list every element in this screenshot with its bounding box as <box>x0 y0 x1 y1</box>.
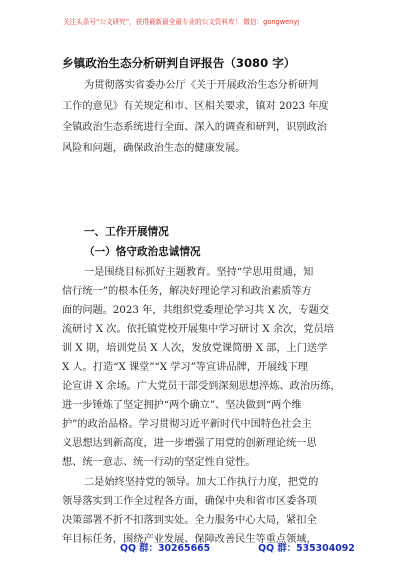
section-heading: 一、工作开展情况 <box>84 226 169 238</box>
paragraph-line: 信行统一”的根本任务，解决好理论学习和政治素质等方 <box>62 286 312 297</box>
paragraph-line: 面的问题。2023 年，共组织党委理论学习共 X 次，专题交 <box>62 305 330 316</box>
paragraph-line: 一是围绕目标抓好主题教育。坚持“学思用贯通，知 <box>84 267 314 278</box>
paragraph-line: 流研讨 X 次。依托镇党校开展集中学习研讨 X 余次，党员培 <box>62 324 334 335</box>
document-title: 乡镇政治生态分析研判自评报告（3080 字） <box>62 56 296 70</box>
qq-group-2: QQ 群：535304092 <box>258 543 355 554</box>
intro-line: 风险和问题，确保政治生态的健康发展。 <box>62 143 246 154</box>
paragraph-line: 年目标任务，围绕产业发展、保障改善民生等重点领域， <box>62 534 317 545</box>
paragraph-line: 论宣讲 X 余场。广大党员干部受到深刻思想淬炼、政治历练， <box>62 381 341 392</box>
paragraph-line: 护”的政治品格。学习贯彻习近平新时代中国特色社会主 <box>62 419 312 430</box>
intro-line: 工作的意见》有关规定和市、区相关要求，镇对 2023 年度 <box>62 101 329 112</box>
paragraph-line: 进一步锤炼了坚定拥护“两个确立”、坚决做到“两个维 <box>62 400 302 411</box>
subsection-heading: （一）恪守政治忠诚情况 <box>84 246 201 258</box>
footer-contact <box>120 540 355 554</box>
intro-line: 为贯彻落实省委办公厅《关于开展政治生态分析研判 <box>84 80 319 91</box>
paragraph-line: 训 X 期，培训党员 X 人次，发放党课简册 X 部，上门送学 <box>62 343 328 354</box>
paragraph-line: 二是始终坚持党的领导。加大工作执行力度，把党的 <box>84 477 319 488</box>
paragraph-line: 领导落实到工作全过程各方面，确保中央和省市区委各项 <box>62 496 317 507</box>
paragraph-line: X 人。打造“X 课堂”“X 学习”等宣讲品牌，开展线下理 <box>62 362 308 373</box>
paragraph-line: 决策部署不折不扣落到实处。全力服务中心大局，紧扣全 <box>62 515 317 526</box>
paragraph-line: 义思想达到新高度，进一步增强了用党的创新理论统一思 <box>62 438 317 449</box>
paragraph-line: 想、统一意志、统一行动的坚定性自觉性。 <box>62 457 256 468</box>
intro-line: 全镇政治生态系统进行全面、深入的调查和研判，识别政治 <box>62 122 327 133</box>
qq-group-1: QQ 群：30265665 <box>120 543 211 554</box>
promo-banner: 关注头条号“公文研究”，获得最新最全最专业的公文资料库！ 微信：gongwenyj <box>63 18 300 26</box>
